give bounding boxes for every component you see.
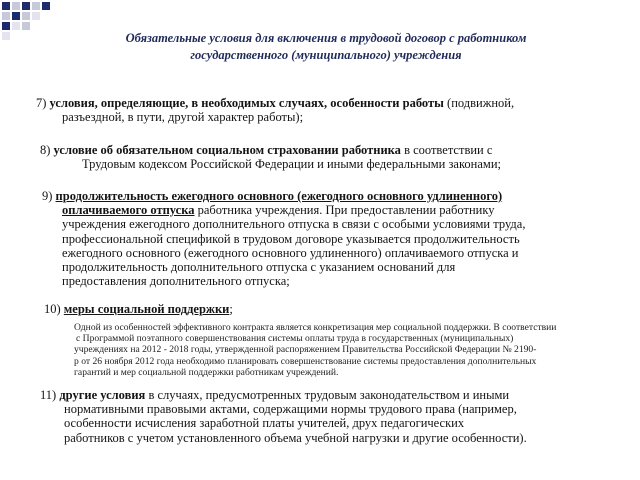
list-item: [42, 189, 612, 288]
item-heading: другие условия: [59, 388, 146, 402]
item-text: ;: [229, 302, 233, 316]
social-support-note: [74, 322, 594, 378]
item-text-cont: Трудовым кодексом Российской Федерации и иными федеральными законами;: [82, 157, 501, 172]
note-line: учреждениях на 2012 - 2018 годы, утвержденной распоряжением Правительства Российской Федерации № 2190-: [74, 344, 537, 356]
item-heading: меры социальной поддержки: [63, 302, 230, 316]
item-number: 10): [44, 302, 61, 316]
item-text: работника учреждения. При предоставлении работнику: [194, 203, 495, 218]
item-number: 11): [40, 388, 57, 402]
item-line: учреждения ежегодного дополнительного отпуска в связи с особыми условиями труда,: [62, 217, 526, 232]
list-item: [40, 388, 615, 445]
item-number: 7): [36, 96, 47, 110]
item-line: нормативными правовыми актами, содержащими нормы трудового права (например,: [64, 402, 517, 417]
item-number: 8): [40, 143, 51, 157]
item-heading: условие об обязательном социальном страховании работника: [53, 143, 401, 157]
item-number: 9): [42, 189, 53, 203]
item-line: ежегодного основного (ежегодного основного удлиненного) оплачиваемого отпуска и: [62, 245, 519, 260]
item-text: в случаях, предусмотренных трудовым законодательством и иными: [145, 388, 510, 402]
note-line: гарантий и мер социальной поддержки работникам учреждений.: [74, 366, 339, 378]
item-text: (подвижной,: [443, 96, 515, 110]
item-heading: продолжительность ежегодного основного (ежегодного основного удлиненного): [55, 189, 503, 203]
item-text: в соответствии с: [400, 143, 493, 157]
item-text-cont: разъездной, в пути, другой характер работы);: [62, 110, 304, 125]
title-line-2: государственного (муниципального) учреждения: [190, 48, 462, 62]
note-line: р от 26 ноября 2012 года необходимо планировать совершенствование системы предоставления дополнительных: [74, 355, 537, 367]
note-line: с Программой поэтапного совершенствования системы оплаты труда в государственных (муниципальных): [76, 333, 514, 345]
list-item: [36, 96, 606, 124]
item-line: предоставления дополнительного отпуска;: [62, 274, 290, 289]
item-line: особенности исчисления заработной платы учителей, друх педагогических: [64, 416, 465, 431]
item-line: профессиональной спецификой в трудовом договоре указывается продолжительность: [62, 231, 520, 246]
title-line-1: Обязательные условия для включения в трудовой договор с работником: [125, 31, 527, 45]
item-heading: условия, определяющие, в необходимых случаях, особенности работы: [49, 96, 444, 110]
note-line: Одной из особенностей эффективного контракта является конкретизация мер социальной поддержки. В соответствии: [74, 322, 557, 333]
page-title: [62, 30, 590, 64]
item-line: работников с учетом установленного объема учебной нагрузки и другие особенности).: [64, 430, 527, 445]
item-line: продолжительность дополнительного отпуска с указанием оснований для: [62, 260, 456, 275]
list-item: [40, 143, 610, 171]
list-item: [44, 302, 604, 316]
item-heading-cont: оплачиваемого отпуска: [62, 203, 195, 218]
